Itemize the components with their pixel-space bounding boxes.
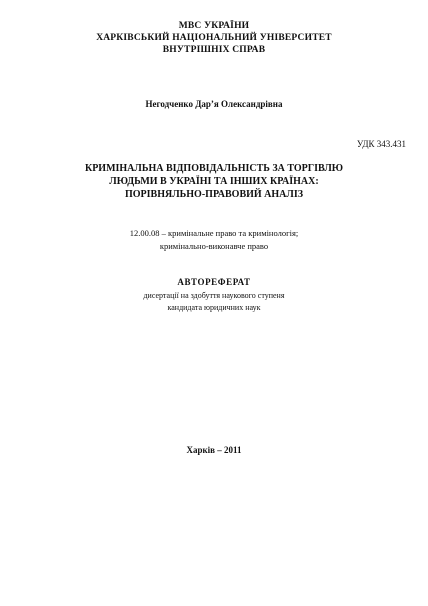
city-year: Харків – 2011 [186, 445, 242, 455]
title-line-3: ПОРІВНЯЛЬНО-ПРАВОВИЙ АНАЛІЗ [124, 189, 304, 200]
title-line-2: ЛЮДЬМИ В УКРАЇНІ ТА ІНШИХ КРАЇНАХ: [109, 176, 319, 187]
author-name: Негодченко Дар’я Олександрівна [145, 99, 283, 109]
university-line-1: ХАРКІВСЬКИЙ НАЦІОНАЛЬНИЙ УНІВЕРСИТЕТ [96, 33, 332, 43]
degree-line-1: дисертації на здобуття наукового ступеня [143, 291, 285, 300]
specialty-line-2: кримінально-виконавче право [159, 241, 269, 251]
document-type: АВТОРЕФЕРАТ [177, 277, 251, 287]
title-line-1: КРИМІНАЛЬНА ВІДПОВІДАЛЬНІСТЬ ЗА ТОРГІВЛЮ [84, 163, 344, 174]
specialty-line-1: 12.00.08 – кримінальне право та кримінологія; [129, 228, 299, 238]
udk-code: УДК 343.431 [356, 139, 406, 149]
degree-line-2: кандидата юридичних наук [167, 303, 261, 312]
university-line-2: ВНУТРІШНІХ СПРАВ [162, 45, 266, 55]
ministry-line-1: МВС УКРАЇНИ [178, 21, 250, 31]
